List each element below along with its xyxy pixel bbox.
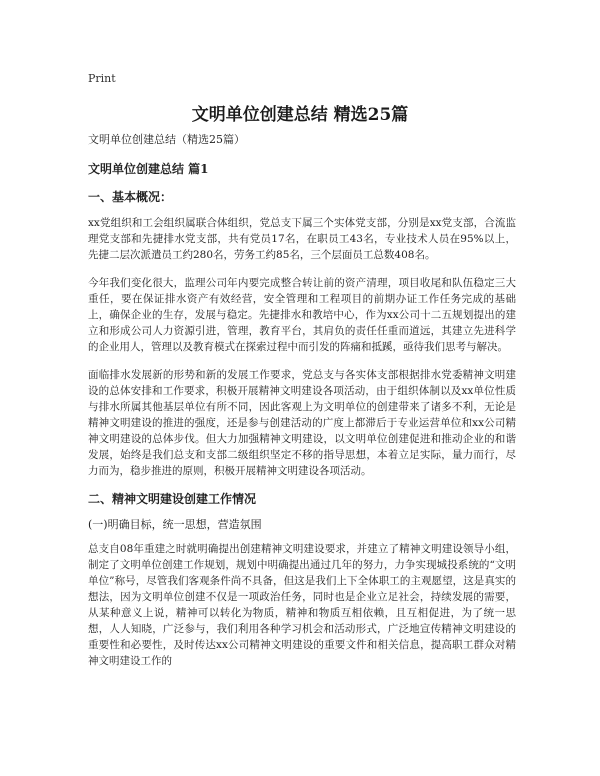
heading-civilization-work: 二、精神文明建设创建工作情况 [88, 492, 257, 506]
document-subtitle: 文明单位创建总结（精选25篇） [88, 133, 245, 146]
heading-basic-overview: 一、基本概况： [88, 190, 173, 204]
paragraph: xx党组织和工会组织属联合体组织，党总支下属三个实体党支部，分别是xx党支部，合流监理党支部和先捷排水党支部，共有党员17名，在职员工43名，专业技术人员在95%以上，先捷二层次派遣员工约280名，劳务工约85名，三个层面员工总数408名。 [88, 217, 516, 261]
section-title: 文明单位创建总结 篇1 [88, 162, 209, 176]
paragraph: 今年我们变化很大，监理公司年内要完成整合转让前的资产清理，项目收尾和队伍稳定三大重任，要在保证排水资产有效经营，安全管理和工程项目的前期办证工作任务完成的基础上，确保企业的生存，发展与稳定。先捷排水和教培中心，作为xx公司十二五规划提出的建立和形成公司人力资源引进，管理，教育平台，其肩负的责任任重而道远，其建立先进科学的企业用人，管理以及教育模式在探索过程中而引发的阵痛和抵蹊，亟待我们思考与解决。 [88, 277, 516, 353]
paragraph: 面临排水发展新的形势和新的发展工作要求，党总支与各实体支部根据排水党委精神文明建设的总体安排和工作要求，积极开展精神文明建设各项活动，由于组织体制以及xx单位性质与排水所属其他基层单位有所不同，因此客观上为文明单位的创建带来了诸多不利，无论是精神文明建设的推进的强度，还是参与创建活动的广度上都滞后于专业运营单位和xx公司精神文明建设的总体步伐。但大力加强精神文明建设，以文明单位创建促进和推动企业的和谐发展，始终是我们总支和支部二级组织坚定不移的指导思想，本着立足实际，量力而行，尽力而为，稳步推进的原则，积极开展精神文明建设各项活动。 [88, 369, 516, 477]
subheading-goals: (一)明确目标，统一思想，营造氛围 [88, 518, 262, 531]
paragraph: 总支自08年重建之时就明确提出创建精神文明建设要求，并建立了精神文明建设领导小组，制定了文明单位创建工作规划，规划中明确提出通过几年的努力，力争实现城投系统的“文明单位”称号，尽管我们客观条件尚不具备，但这是我们上下全体职工的主观愿望，这是真实的想法，因为文明单位创建不仅是一项政治任务，同时也是企业立足社会，持续发展的需要，从某种意义上说，精神可以转化为物质，精神和物质互相依赖，且互相促进，为了统一思想，人人知晓，广泛参与，我们利用各种学习机会和活动形式，广泛地宣传精神文明建设的重要性和必要性，及时传达xx公司精神文明建设的重要文件和相关信息，提高职工群众对精神文明建设工作的 [88, 543, 516, 667]
page-title: 文明单位创建总结 精选25篇 [191, 105, 409, 125]
print-label[interactable]: Print [88, 72, 116, 85]
document-body [88, 132, 516, 681]
